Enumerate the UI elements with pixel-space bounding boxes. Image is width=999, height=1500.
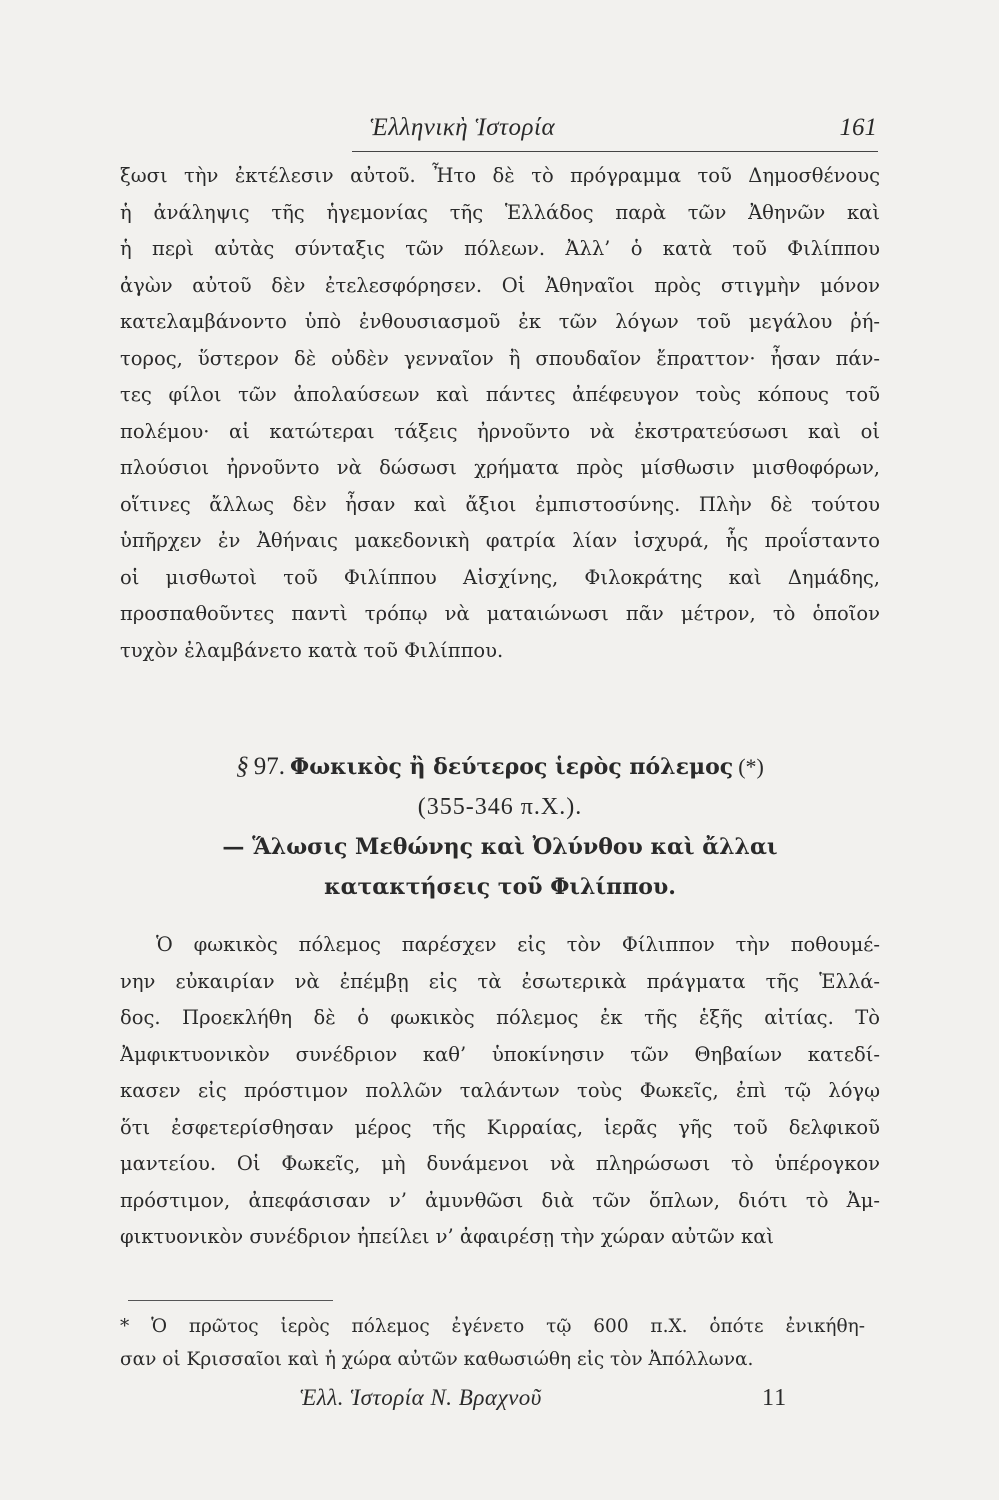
text-line: ὑπῆρχεν ἐν Ἀθήναις μακεδονικὴ φατρία λίαν ἰσχυρά, ἧς προΐσταντο xyxy=(120,529,880,552)
section-dates-line xyxy=(120,787,880,827)
header-rule xyxy=(352,151,878,152)
footnote-rule xyxy=(128,1300,333,1301)
text-line: τες φίλοι τῶν ἀπολαύσεων καὶ πάντες ἀπέφευγον τοὺς κόπους τοῦ xyxy=(120,383,880,406)
text-line: ἡ περὶ αὐτὰς σύνταξις τῶν πόλεων. Ἀλλ’ ὁ κατὰ τοῦ Φιλίππου xyxy=(120,237,880,260)
text-line: πρόστιμον, ἀπεφάσισαν ν’ ἀμυνθῶσι διὰ τῶν ὅπλων, διότι τὸ Ἀμ- xyxy=(120,1188,880,1212)
text-line: Ἀμφικτυονικὸν συνέδριον καθ’ ὑποκίνησιν τῶν Θηβαίων κατεδί- xyxy=(120,1042,880,1066)
footnote-line: σαν οἱ Κρισσαῖοι καὶ ἡ χώρα αὐτῶν καθωσιώθη εἰς τὸν Ἀπόλλωνα. xyxy=(120,1349,754,1370)
text-line: νην εὐκαιρίαν νὰ ἐπέμβῃ εἰς τὰ ἐσωτερικὰ πράγματα τῆς Ἑλλά- xyxy=(120,969,880,993)
text-line: ἀγὼν αὐτοῦ δὲν ἐτελεσφόρησεν. Οἱ Ἀθηναῖοι πρὸς στιγμὴν μόνον xyxy=(120,273,880,297)
text-line: πολέμου· αἱ κατώτεραι τάξεις ἠρνοῦντο νὰ ἐκστρατεύσωσι καὶ οἱ xyxy=(120,419,880,443)
text-line: ξωσι τὴν ἐκτέλεσιν αὐτοῦ. Ἦτο δὲ τὸ πρόγραμμα τοῦ Δημοσθένους xyxy=(120,164,880,187)
section-dates: (355-346 π.Χ.). xyxy=(417,794,583,820)
running-title: Ἑλληνικὴ Ἱστορία xyxy=(370,114,556,141)
text-line: ὅτι ἐσφετερίσθησαν μέρος τῆς Κιρραίας, ἱερᾶς γῆς τοῦ δελφικοῦ xyxy=(120,1115,880,1139)
section-title-line xyxy=(120,747,880,787)
footnote xyxy=(120,1310,865,1376)
text-line: οἱ μισθωτοὶ τοῦ Φιλίππου Αἰσχίνης, Φιλοκράτης καὶ Δημάδης, xyxy=(120,565,880,589)
page-number: 161 xyxy=(839,114,877,141)
text-line: Ὁ φωκικὸς πόλεμος παρέσχεν εἰς τὸν Φίλιππον τὴν ποθουμέ- xyxy=(156,933,880,956)
footnote-line: * Ὁ πρῶτος ἱερὸς πόλεμος ἐγένετο τῷ 600 π.Χ. ὁπότε ἐνικήθη- xyxy=(120,1316,865,1337)
footnote-marker: (*) xyxy=(738,754,764,779)
text-line: μαντείου. Οἱ Φωκεῖς, μὴ δυνάμενοι νὰ πληρώσωσι τὸ ὑπέρογκον xyxy=(120,1152,880,1175)
paragraph-1 xyxy=(120,158,880,669)
text-line: πλούσιοι ἠρνοῦντο νὰ δώσωσι χρήματα πρὸς μίσθωσιν μισθοφόρων, xyxy=(120,456,880,479)
section-subtitle-1: — Ἅλωσις Μεθώνης καὶ Ὀλύνθου καὶ ἄλλαι xyxy=(222,834,778,860)
section-number: 97. xyxy=(253,753,285,780)
text-line: δος. Προεκλήθη δὲ ὁ φωκικὸς πόλεμος ἐκ τῆς ἑξῆς αἰτίας. Τὸ xyxy=(120,1006,880,1029)
text-line: τυχὸν ἐλαμβάνετο κατὰ τοῦ Φιλίππου. xyxy=(120,638,504,662)
sheet-number: 11 xyxy=(762,1385,788,1411)
text-line: φικτυονικὸν συνέδριον ἠπείλει ν’ ἀφαιρέσῃ τὴν χώραν αὐτῶν καὶ xyxy=(120,1225,775,1248)
book-signature: Ἑλλ. Ἱστορία Ν. Βραχνοῦ xyxy=(300,1385,542,1410)
text-line: οἵτινες ἄλλως δὲν ἦσαν καὶ ἄξιοι ἐμπιστοσύνης. Πλὴν δὲ τούτου xyxy=(120,492,880,516)
text-line: κασεν εἰς πρόστιμον πολλῶν ταλάντων τοὺς Φωκεῖς, ἐπὶ τῷ λόγῳ xyxy=(120,1079,880,1102)
section-subtitle-2: κατακτήσεις τοῦ Φιλίππου. xyxy=(324,874,676,900)
section-heading xyxy=(120,747,880,907)
paragraph-2 xyxy=(120,927,880,1256)
section-mark: § xyxy=(236,753,249,780)
text-line: τορος, ὕστερον δὲ οὐδὲν γενναῖον ἢ σπουδαῖον ἔπραττον· ἦσαν πάν- xyxy=(120,346,880,370)
section-subtitle-line-2 xyxy=(120,867,880,907)
section-subtitle-line-1 xyxy=(120,827,880,867)
section-title: Φωκικὸς ἢ δεύτερος ἱερὸς πόλεμος xyxy=(290,754,734,780)
text-line: προσπαθοῦντες παντὶ τρόπῳ νὰ ματαιώνωσι πᾶν μέτρον, τὸ ὁποῖον xyxy=(120,602,880,625)
text-line: κατελαμβάνοντο ὑπὸ ἐνθουσιασμοῦ ἐκ τῶν λόγων τοῦ μεγάλου ῥή- xyxy=(120,310,880,333)
text-line: ἡ ἀνάληψις τῆς ἡγεμονίας τῆς Ἑλλάδος παρὰ τῶν Ἀθηνῶν καὶ xyxy=(120,200,880,224)
